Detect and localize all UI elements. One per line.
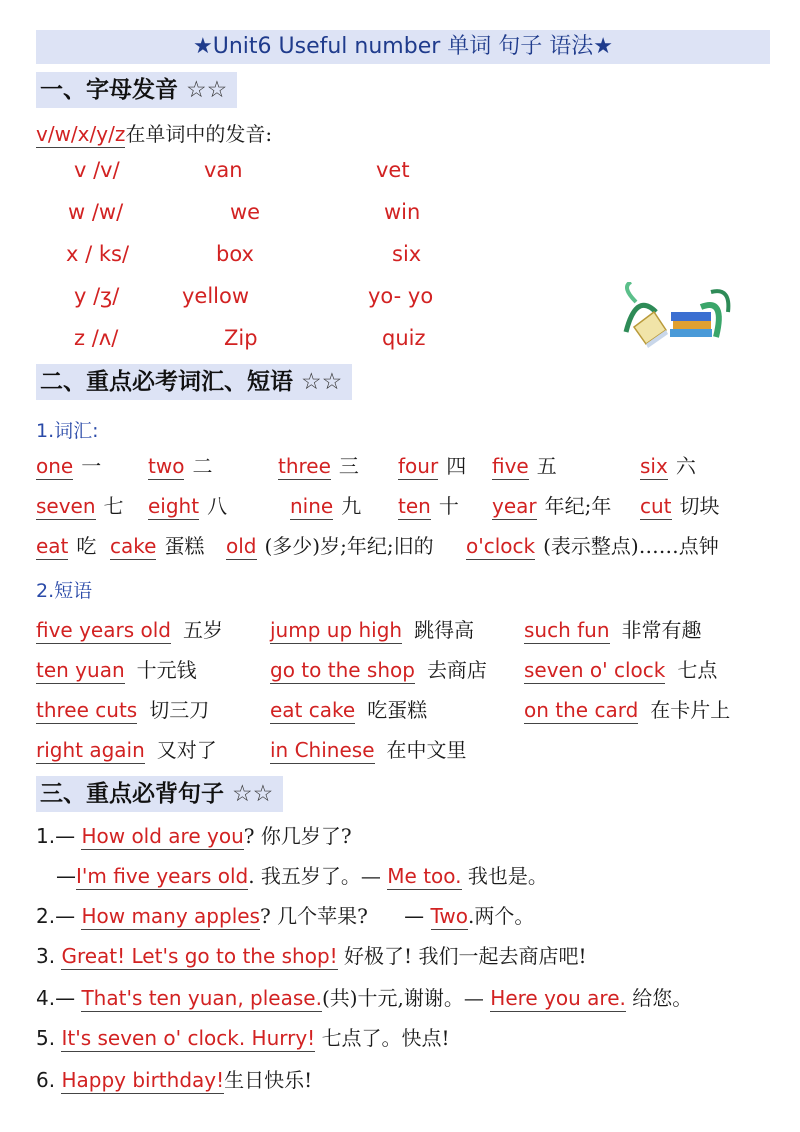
sentence-dash: — — [404, 904, 425, 928]
phrase-item — [524, 614, 702, 643]
star-icon: ☆☆ — [186, 77, 228, 103]
sentence-en: Me too. — [387, 864, 462, 888]
phrase-cn: 在卡片上 — [650, 698, 731, 722]
phonics-word: win — [384, 200, 421, 224]
sentence-6 — [36, 1064, 312, 1093]
intro-letters: v/w/x/y/z — [36, 122, 126, 146]
intro-text: 在单词中的发音: — [125, 122, 273, 146]
phrase-en: three cuts — [36, 698, 138, 722]
phrase-cn: 跳得高 — [414, 618, 475, 642]
sentence-en: I'm five years old — [76, 864, 249, 888]
phonics-word: yellow — [182, 284, 250, 308]
vocab-item — [492, 490, 611, 519]
vocab-meaning: 切块 — [679, 494, 720, 518]
sentence-cn: 给您。 — [632, 986, 693, 1010]
vocab-meaning: 蛋糕 — [164, 534, 205, 558]
vocab-meaning: 六 — [675, 454, 696, 478]
phrase-item — [270, 734, 467, 763]
phrase-cn: 去商店 — [426, 658, 487, 682]
vocab-meaning: (多少)岁;年纪;旧的 — [264, 534, 434, 558]
phrase-en: jump up high — [270, 618, 403, 642]
phonics-word: box — [216, 242, 254, 266]
sentence-number: 6. — [36, 1068, 56, 1092]
section3-heading-text: 三、重点必背句子 — [40, 780, 224, 807]
phrase-cn: 切三刀 — [149, 698, 210, 722]
vocab-word: four — [398, 454, 439, 478]
sentence-1 — [36, 820, 352, 849]
vocab-word: ten — [398, 494, 431, 518]
phrase-cn: 在中文里 — [386, 738, 467, 762]
vocab-meaning: 吃 — [76, 534, 97, 558]
page-title: ★Unit6 Useful number 单词 句子 语法★ — [36, 30, 770, 64]
phonics-letter: z /ʌ/ — [74, 326, 119, 350]
vocab-word: year — [492, 494, 537, 518]
sentence-en: It's seven o' clock. Hurry! — [61, 1026, 316, 1050]
vocab-word: one — [36, 454, 74, 478]
sentence-en: Happy birthday! — [61, 1068, 225, 1092]
vocab-item — [36, 530, 96, 559]
vocab-meaning: (表示整点)……点钟 — [543, 534, 719, 558]
vocab-item — [36, 450, 101, 479]
vocab-item — [148, 490, 227, 519]
phrase-item — [524, 694, 730, 723]
sentence-2 — [36, 900, 534, 929]
phonics-word: we — [230, 200, 261, 224]
sentence-cn: .两个。 — [468, 904, 535, 928]
phrase-item — [524, 654, 717, 683]
vocab-item — [110, 530, 204, 559]
phrase-item — [36, 734, 217, 763]
sentence-en: Two — [430, 904, 469, 928]
phonics-word: vet — [376, 158, 410, 182]
phrase-cn: 非常有趣 — [621, 618, 702, 642]
vocab-meaning: 一 — [81, 454, 102, 478]
vocab-meaning: 十 — [438, 494, 459, 518]
vocab-word: three — [278, 454, 331, 478]
phonics-letter: w /w/ — [68, 200, 124, 224]
phrase-item — [36, 614, 223, 643]
sentence-en: Here you are. — [490, 986, 626, 1010]
section1-heading-text: 一、字母发音 — [40, 76, 178, 103]
phonics-word: quiz — [382, 326, 426, 350]
phrase-en: eat cake — [270, 698, 356, 722]
vocab-item — [148, 450, 212, 479]
vocab-word: cake — [110, 534, 157, 558]
vocab-item — [466, 530, 719, 559]
sentence-cn: . 我五岁了。— — [248, 864, 381, 888]
vocab-word: six — [640, 454, 668, 478]
star-icon: ☆☆ — [232, 781, 274, 807]
phrase-item — [36, 654, 197, 683]
phonics-word: Zip — [224, 326, 258, 350]
sentence-4 — [36, 982, 692, 1011]
vocab-label: 1.词汇: — [36, 420, 99, 442]
vocab-word: nine — [290, 494, 334, 518]
vocab-item — [398, 490, 459, 519]
vocab-item — [640, 490, 720, 519]
vocab-word: seven — [36, 494, 96, 518]
vocab-meaning: 九 — [341, 494, 362, 518]
sentence-cn: ? 几个苹果? — [259, 904, 368, 928]
sentence-number: 3. — [36, 944, 56, 968]
vocab-meaning: 八 — [207, 494, 228, 518]
phonics-letter: y /ʒ/ — [74, 284, 120, 308]
vocab-item — [226, 530, 434, 559]
vocab-meaning: 五 — [536, 454, 557, 478]
phonics-letter: x / ks/ — [66, 242, 130, 266]
phrase-en: five years old — [36, 618, 171, 642]
sentence-number: 4.— — [36, 986, 76, 1010]
sentence-cn: (共)十元,谢谢。— — [321, 986, 484, 1010]
sentence-cn: ? 你几岁了? — [243, 824, 352, 848]
phrase-cn: 五岁 — [182, 618, 223, 642]
vocab-meaning: 七 — [103, 494, 124, 518]
sentence-3 — [36, 940, 586, 969]
phonics-letter: v /v/ — [74, 158, 120, 182]
vocab-word: eat — [36, 534, 69, 558]
phrase-item — [36, 694, 209, 723]
sentence-number: 2.— — [36, 904, 76, 928]
phrase-item — [270, 614, 474, 643]
sentence-cn: 生日快乐! — [224, 1068, 313, 1092]
phonics-word: yo- yo — [368, 284, 434, 308]
sentence-number: 1.— — [36, 824, 76, 848]
section2-heading — [36, 364, 352, 400]
vocab-item — [290, 490, 361, 519]
vocab-item — [278, 450, 359, 479]
phrase-en: seven o' clock — [524, 658, 666, 682]
phrase-cn: 又对了 — [156, 738, 217, 762]
vocab-meaning: 二 — [192, 454, 213, 478]
phonics-word: six — [392, 242, 422, 266]
phonics-word: van — [204, 158, 243, 182]
phrase-en: ten yuan — [36, 658, 125, 682]
vocab-meaning: 三 — [338, 454, 359, 478]
sentence-en: Great! Let's go to the shop! — [61, 944, 338, 968]
section2-heading-text: 二、重点必考词汇、短语 — [40, 368, 293, 395]
vocab-item — [640, 450, 696, 479]
sentence-1b — [56, 860, 548, 889]
section1-heading — [36, 72, 237, 108]
phrase-cn: 吃蛋糕 — [367, 698, 428, 722]
sentence-5 — [36, 1022, 450, 1051]
phrase-en: such fun — [524, 618, 610, 642]
phrase-en: right again — [36, 738, 145, 762]
star-icon: ☆☆ — [301, 369, 343, 395]
vocab-word: five — [492, 454, 529, 478]
sentence-en: That's ten yuan, please. — [81, 986, 322, 1010]
sentence-dash: — — [56, 864, 76, 888]
vocab-item — [492, 450, 557, 479]
sentence-number: 5. — [36, 1026, 56, 1050]
vocab-word: o'clock — [466, 534, 536, 558]
phrase-cn: 七点 — [677, 658, 718, 682]
sentence-en: How old are you — [81, 824, 244, 848]
phrase-en: in Chinese — [270, 738, 375, 762]
phrase-cn: 十元钱 — [136, 658, 197, 682]
section3-heading — [36, 776, 283, 812]
sentence-cn: 七点了。快点! — [321, 1026, 450, 1050]
phrase-en: on the card — [524, 698, 639, 722]
phrase-en: go to the shop — [270, 658, 415, 682]
vocab-word: cut — [640, 494, 672, 518]
vocab-word: two — [148, 454, 185, 478]
vocab-meaning: 四 — [446, 454, 467, 478]
sentence-en: How many apples — [81, 904, 260, 928]
phrase-item — [270, 694, 427, 723]
vocab-item — [398, 450, 466, 479]
phrase-label: 2.短语 — [36, 580, 93, 602]
books-plant-illustration — [616, 282, 736, 354]
vocab-meaning: 年纪;年 — [544, 494, 612, 518]
vocab-word: old — [226, 534, 257, 558]
vocab-item — [36, 490, 124, 519]
sentence-cn: 好极了! 我们一起去商店吧! — [344, 944, 587, 968]
sentence-cn: 我也是。 — [467, 864, 548, 888]
phrase-item — [270, 654, 487, 683]
section1-intro — [36, 118, 272, 147]
vocab-word: eight — [148, 494, 200, 518]
